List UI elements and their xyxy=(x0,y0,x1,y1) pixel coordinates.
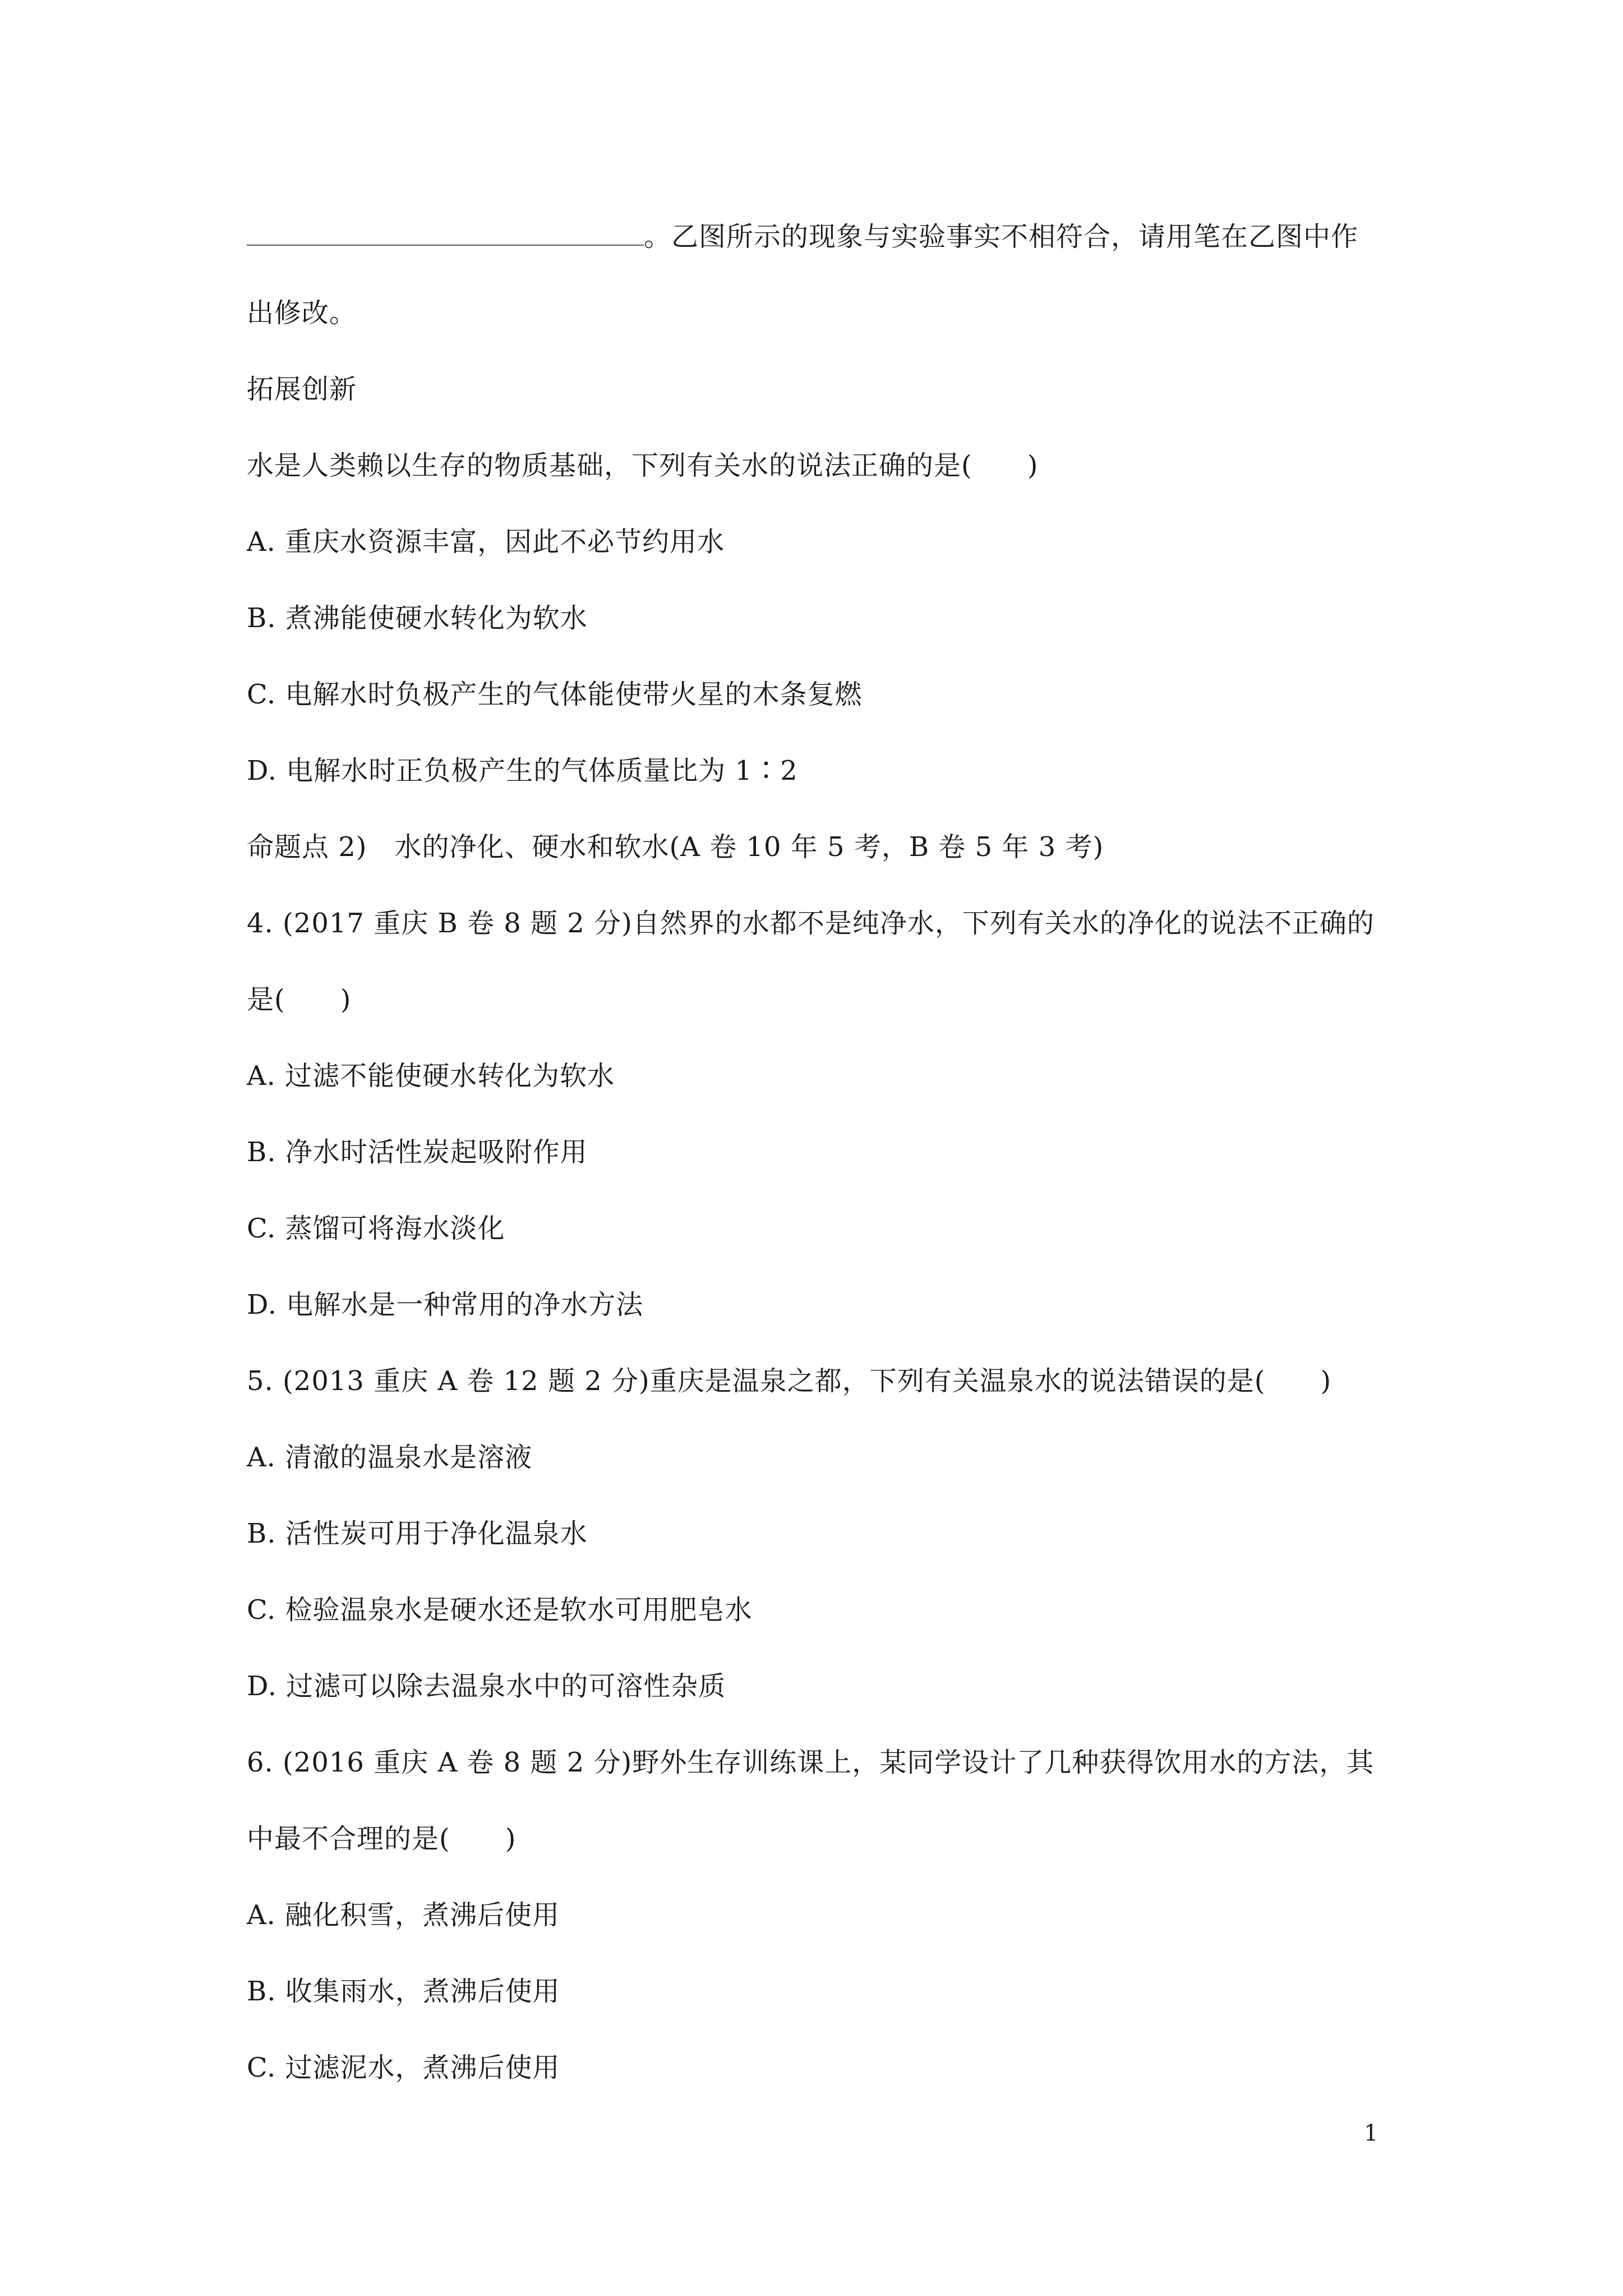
option-b: B. 活性炭可用于净化温泉水 xyxy=(247,1518,588,1549)
question-stem: 水是人类赖以生存的物质基础，下列有关水的说法正确的是( ) xyxy=(247,450,1039,481)
option-a: A. 融化积雪，煮沸后使用 xyxy=(247,1899,560,1931)
option-a: A. 过滤不能使硬水转化为软水 xyxy=(247,1060,615,1092)
option-a: A. 重庆水资源丰富，因此不必节约用水 xyxy=(247,526,725,558)
option-b: B. 收集雨水，煮沸后使用 xyxy=(247,1976,560,2007)
option-b: B. 煮沸能使硬水转化为软水 xyxy=(247,602,588,634)
option-c: C. 过滤泥水，煮沸后使用 xyxy=(247,2052,560,2083)
line-continuation xyxy=(247,220,1358,254)
topic-heading: 命题点 2) 水的净化、硬水和软水(A 卷 10 年 5 考，B 卷 5 年 3 考) xyxy=(247,831,1104,863)
question-stem: 4. (2017 重庆 B 卷 8 题 2 分)自然界的水都不是纯净水，下列有关水的净化的说法不正确的 xyxy=(247,908,1375,939)
option-d: D. 电解水时正负极产生的气体质量比为 1∶2 xyxy=(247,755,798,786)
option-d: D. 电解水是一种常用的净水方法 xyxy=(247,1289,644,1320)
question-stem-continuation: 是( ) xyxy=(247,984,352,1015)
option-c: C. 蒸馏可将海水淡化 xyxy=(247,1213,505,1244)
option-b: B. 净水时活性炭起吸附作用 xyxy=(247,1137,588,1168)
option-a: A. 清澈的温泉水是溶液 xyxy=(247,1442,533,1473)
option-c: C. 电解水时负极产生的气体能使带火星的木条复燃 xyxy=(247,679,863,710)
option-c: C. 检验温泉水是硬水还是软水可用肥皂水 xyxy=(247,1594,753,1626)
page-number: 1 xyxy=(1364,2120,1378,2146)
section-heading: 拓展创新 xyxy=(247,374,357,405)
line-text: 出修改。 xyxy=(247,297,357,329)
question-stem: 6. (2016 重庆 A 卷 8 题 2 分)野外生存训练课上，某同学设计了几种获得饮用水的方法，其 xyxy=(247,1747,1375,1778)
question-stem-continuation: 中最不合理的是( ) xyxy=(247,1823,517,1855)
answer-blank[interactable] xyxy=(247,222,644,246)
option-d: D. 过滤可以除去温泉水中的可溶性杂质 xyxy=(247,1671,726,1702)
line-text: 。乙图所示的现象与实验事实不相符合，请用笔在乙图中作 xyxy=(644,221,1359,252)
question-stem: 5. (2013 重庆 A 卷 12 题 2 分)重庆是温泉之都，下列有关温泉水的说法错误的是( ) xyxy=(247,1365,1332,1397)
